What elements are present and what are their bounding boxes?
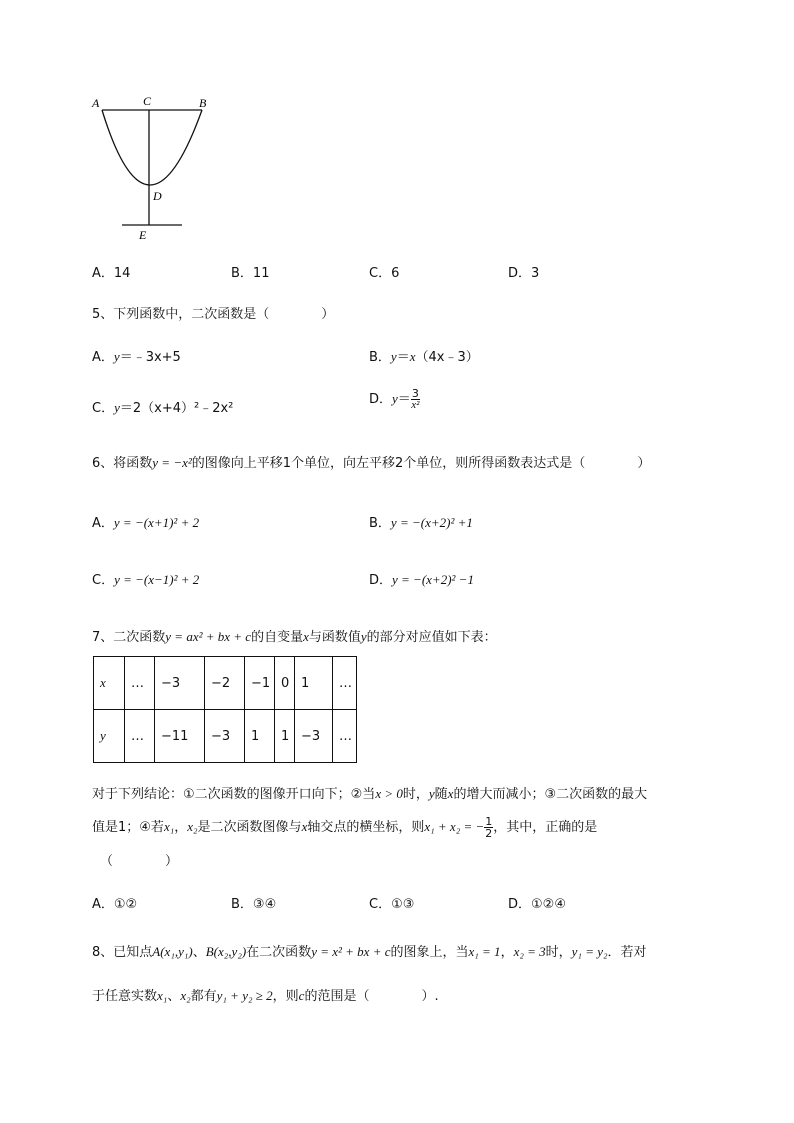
- q5-option-b[interactable]: B．y＝x（4x﹣3）: [369, 349, 479, 365]
- table-cell: −2: [205, 657, 245, 710]
- q7-stem: 7、二次函数y = ax² + bx + c的自变量x与函数值y的部分对应值如下表：: [92, 629, 497, 645]
- q8-stem-line1: 8、已知点A(x₁,y₁)、B(x₂,y₂)在二次函数y = x² + bx + c的图象上，当x₁ = 1，x₂ = 3时，y₁ = y₂．若对: [92, 944, 647, 960]
- q4-option-d[interactable]: D．3: [508, 266, 540, 281]
- q7-option-a[interactable]: A．①②: [92, 897, 138, 912]
- table-cell: −1: [245, 657, 275, 710]
- table-cell: −3: [155, 657, 205, 710]
- q5-option-c[interactable]: C．y＝2（x+4）²﹣2x²: [92, 400, 234, 416]
- table-cell: x: [94, 657, 125, 710]
- table-cell: −3: [205, 710, 245, 763]
- table-cell: −11: [155, 710, 205, 763]
- label-e: E: [139, 228, 147, 242]
- q7-option-b[interactable]: B．③④: [231, 897, 277, 912]
- parabola-figure: [88, 92, 218, 244]
- q5-option-a[interactable]: A．y＝﹣3x+5: [92, 349, 181, 365]
- table-row-x: [94, 657, 357, 710]
- label-b: B: [199, 96, 207, 110]
- q5-stem: 5、下列函数中，二次函数是（ ）: [92, 307, 335, 322]
- table-cell: …: [125, 710, 155, 763]
- table-cell: …: [333, 657, 357, 710]
- q7-conclusion-line2: 值是1；④若x₁，x₂是二次函数图像与x轴交点的横坐标，则x₁ + x₂ = − $\frac{1}{2}$ ，其中，正确的是: [92, 815, 598, 840]
- table-cell: …: [333, 710, 357, 763]
- q6-option-d[interactable]: D．y = −(x+2)² −1: [369, 572, 474, 588]
- q4-option-a[interactable]: A．14: [92, 266, 131, 281]
- q7-answer-paren: （ ）: [100, 854, 179, 869]
- label-a: A: [92, 96, 100, 110]
- table-cell: 1: [275, 710, 295, 763]
- table-cell: y: [94, 710, 125, 763]
- q7-conclusion-line1: 对于下列结论：①二次函数的图像开口向下；②当x > 0时，y随x的增大而减小；③二次函数的最大: [92, 786, 648, 802]
- q8-stem-line2: 于任意实数x₁、x₂都有y₁ + y₂ ≥ 2，则c的范围是（ ）.: [92, 988, 439, 1004]
- table-cell: −3: [295, 710, 333, 763]
- table-cell: 0: [275, 657, 295, 710]
- table-cell: …: [125, 657, 155, 710]
- q7-option-d[interactable]: D．①②④: [508, 897, 566, 912]
- q7-option-c[interactable]: C．①③: [369, 897, 415, 912]
- q6-stem: 6、将函数y = −x²的图像向上平移1个单位，向左平移2个单位，则所得函数表达式是（ ）: [92, 455, 651, 471]
- parabola-curve: [102, 110, 202, 185]
- q5-option-d[interactable]: D．y＝ $\frac{3}{\text{x²}}$: [369, 387, 420, 411]
- label-c: C: [143, 94, 152, 108]
- table-row-y: [94, 710, 357, 763]
- value-table: [93, 656, 357, 763]
- label-d: D: [153, 189, 162, 203]
- q6-option-b[interactable]: B．y = −(x+2)² +1: [369, 515, 473, 531]
- q4-option-c[interactable]: C．6: [369, 266, 400, 281]
- q6-option-a[interactable]: A．y = −(x+1)² + 2: [92, 515, 200, 531]
- table-cell: 1: [245, 710, 275, 763]
- q4-option-b[interactable]: B．11: [231, 266, 270, 281]
- q6-option-c[interactable]: C．y = −(x−1)² + 2: [92, 572, 200, 588]
- table-cell: 1: [295, 657, 333, 710]
